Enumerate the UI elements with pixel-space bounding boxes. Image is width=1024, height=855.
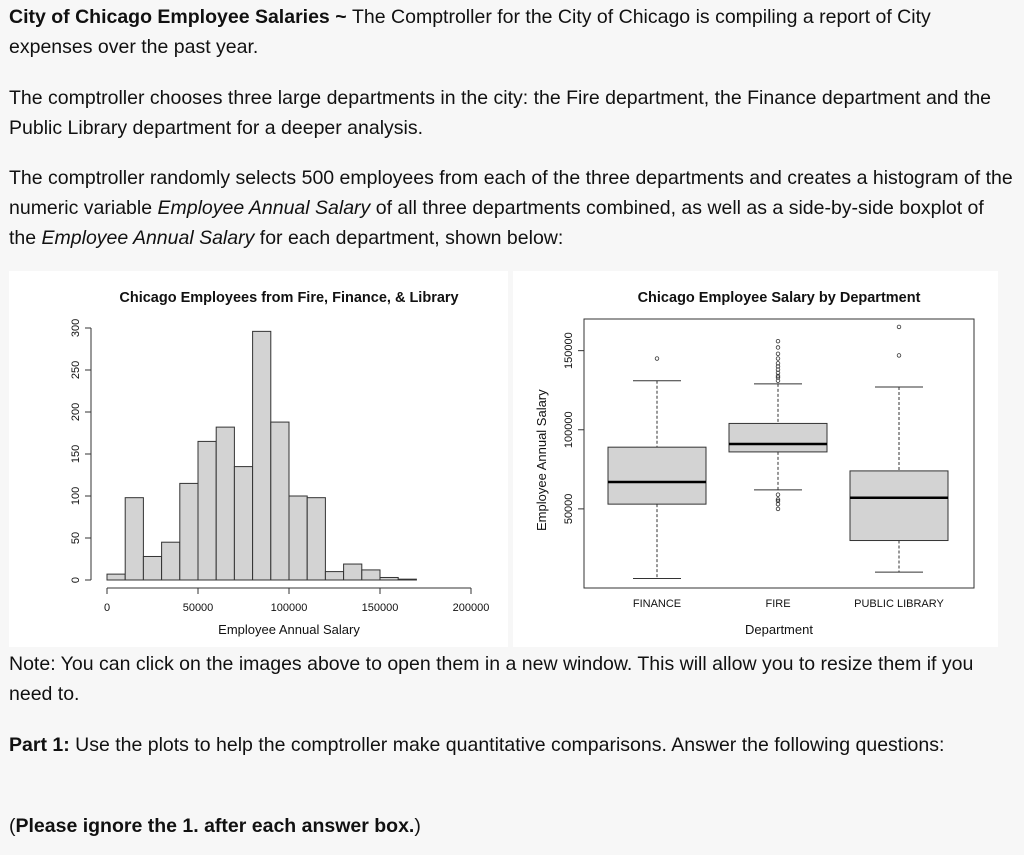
histogram-bar — [253, 331, 271, 580]
histogram-x-axis-label: Employee Annual Salary — [218, 622, 360, 637]
histogram-bar — [271, 422, 289, 580]
histogram-bar — [325, 572, 343, 580]
boxplot-outlier — [897, 325, 901, 329]
histogram-x-tick-label: 0 — [103, 602, 111, 614]
boxplot-category-label: PUBLIC LIBRARY — [854, 598, 944, 610]
ignore-paragraph — [9, 811, 421, 841]
boxplot-category-label: FIRE — [765, 598, 791, 610]
intro-text: The Comptroller for the City of Chicago is compiling a report of City expenses over the past year. — [9, 6, 931, 58]
histogram-bar — [180, 483, 198, 580]
boxplot-y-tick-label: 150000 — [563, 332, 575, 370]
histogram-bar — [380, 577, 398, 580]
boxplot-y-axis-label: Employee Annual Salary — [534, 389, 549, 531]
part1-paragraph — [9, 730, 944, 760]
histogram-bar — [107, 574, 125, 580]
histogram-bar — [198, 441, 216, 580]
sampling-text-3: for each department, shown below: — [254, 227, 564, 249]
histogram-bar — [125, 498, 143, 580]
histogram-bar — [307, 498, 325, 580]
boxplot-outlier — [776, 357, 780, 361]
histogram-x-tick-label: 50000 — [182, 602, 214, 614]
histogram-y-tick-label: 300 — [70, 318, 82, 338]
boxplot-outlier — [897, 354, 901, 358]
boxplot-x-axis-label: Department — [745, 622, 813, 637]
histogram-bar — [234, 467, 252, 580]
boxplot-category-label: FINANCE — [632, 598, 682, 610]
boxplot-box — [608, 447, 706, 504]
ignore-open-paren: ( — [9, 815, 16, 837]
histogram-x-tick-label: 200000 — [452, 602, 490, 614]
boxplot-outlier — [776, 352, 780, 356]
boxplot-y-tick-label: 100000 — [563, 411, 575, 449]
intro-title: City of Chicago Employee Salaries — [9, 6, 330, 28]
departments-paragraph: The comptroller chooses three large departments in the city: the Fire department, the Finance department and the Public Library department for a deeper analysis. — [9, 87, 992, 139]
histogram-image[interactable] — [9, 271, 508, 647]
histogram-title: Chicago Employees from Fire, Finance, & Library — [119, 290, 459, 306]
histogram-y-tick-label: 200 — [70, 402, 82, 422]
boxplot-chart — [513, 271, 998, 647]
intro-paragraph — [9, 2, 1014, 62]
boxplot-outlier — [655, 357, 659, 361]
histogram-y-tick-label: 100 — [70, 486, 82, 506]
boxplot-box — [850, 471, 948, 541]
histogram-bar — [143, 556, 161, 580]
boxplot-image[interactable] — [513, 271, 998, 647]
histogram-x-tick-label: 150000 — [361, 602, 399, 614]
boxplot-outlier — [776, 346, 780, 350]
part1-text: Use the plots to help the comptroller make quantitative comparisons. Answer the following questions: — [69, 734, 945, 756]
histogram-x-tick-label: 100000 — [270, 602, 308, 614]
histogram-bar — [162, 542, 180, 580]
boxplot-outlier — [776, 339, 780, 343]
note-paragraph: Note: You can click on the images above to open them in a new window. This will allow you to resize them if you need to. — [9, 653, 974, 705]
histogram-y-tick-label: 150 — [70, 444, 82, 464]
histogram-bar — [216, 427, 234, 580]
histogram-bar — [362, 570, 380, 580]
boxplot-title: Chicago Employee Salary by Department — [637, 290, 921, 306]
histogram-bar — [398, 579, 416, 580]
histogram-y-tick-label: 0 — [70, 576, 82, 584]
intro-separator: ~ — [329, 6, 353, 28]
ignore-text: Please ignore the 1. after each answer box. — [15, 815, 415, 837]
ignore-close-paren: ) — [414, 815, 421, 837]
sampling-text-2: of all three departments combined, as well as a side-by-side boxplot of the — [9, 197, 984, 249]
boxplot-box — [729, 423, 827, 451]
variable-name-1: Employee Annual Salary — [157, 197, 371, 219]
part1-label: Part 1: — [9, 734, 70, 756]
histogram-bar — [289, 496, 307, 580]
histogram-chart — [9, 271, 508, 647]
sampling-text-1: The comptroller randomly selects 500 employees from each of the three departments and creates a histogram of the numeric variable — [9, 167, 1013, 219]
histogram-y-tick-label: 50 — [70, 531, 82, 545]
boxplot-y-tick-label: 50000 — [563, 493, 575, 525]
variable-name-2: Employee Annual Salary — [41, 227, 255, 249]
sampling-paragraph — [9, 163, 1014, 253]
boxplot-outlier — [776, 507, 780, 511]
boxplot-outlier — [776, 493, 780, 497]
histogram-bar — [344, 564, 362, 580]
histogram-y-tick-label: 250 — [70, 360, 82, 380]
